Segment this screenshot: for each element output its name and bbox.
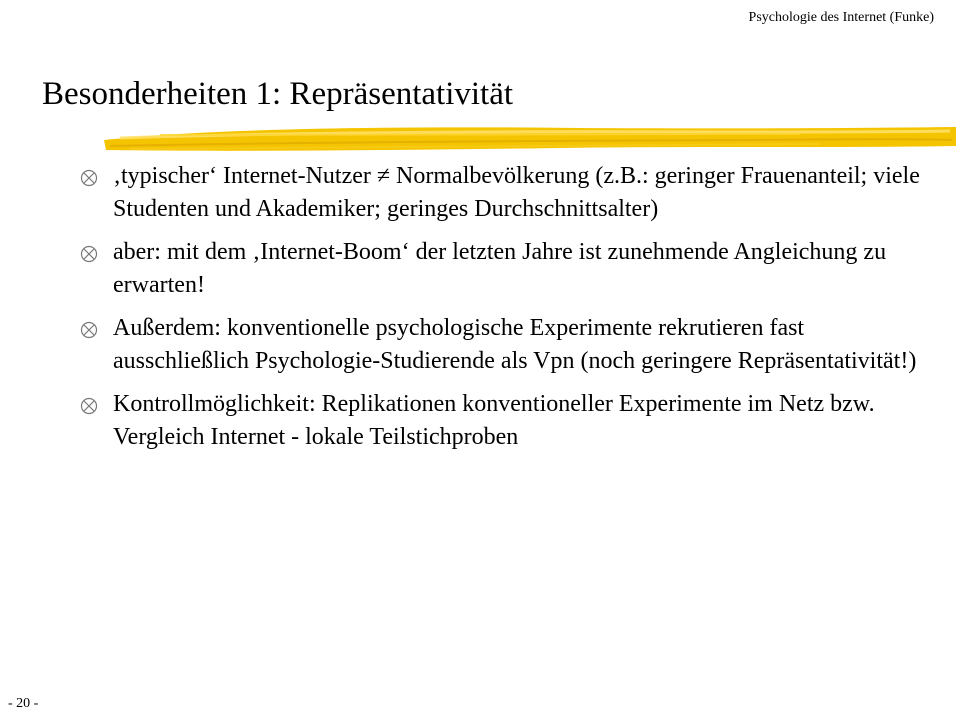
circle-x-icon [80, 169, 98, 187]
page-number: - 20 - [8, 696, 39, 711]
slide-title: Besonderheiten 1: Repräsentativität [42, 76, 514, 112]
slide-header: Psychologie des Internet (Funke) [748, 10, 934, 25]
bullet-item [78, 160, 938, 226]
circle-x-icon [80, 321, 98, 339]
bullet-item [78, 236, 938, 302]
bullet-text: Kontrollmöglichkeit: Replikationen konventioneller Experimente im Netz bzw. Vergleich Internet - lokale Teilstichproben [113, 391, 875, 450]
bullet-text: Außerdem: konventionelle psychologische Experimente rekrutieren fast ausschließlich Psychologie-Studierende als Vpn (noch geringere Repräsentativität!) [113, 315, 917, 374]
bullet-item [78, 388, 938, 454]
bullet-text: ‚typischer‘ Internet-Nutzer ≠ Normalbevölkerung (z.B.: geringer Frauenanteil; viele Studenten und Akademiker; geringes Durchschnittsalter) [113, 163, 920, 222]
bullet-list [78, 160, 938, 464]
circle-x-icon [80, 245, 98, 263]
bullet-text: aber: mit dem ‚Internet-Boom‘ der letzten Jahre ist zunehmende Angleichung zu erwarten! [113, 239, 887, 298]
brush-stroke-underline [100, 118, 960, 158]
circle-x-icon [80, 397, 98, 415]
bullet-item [78, 312, 938, 378]
